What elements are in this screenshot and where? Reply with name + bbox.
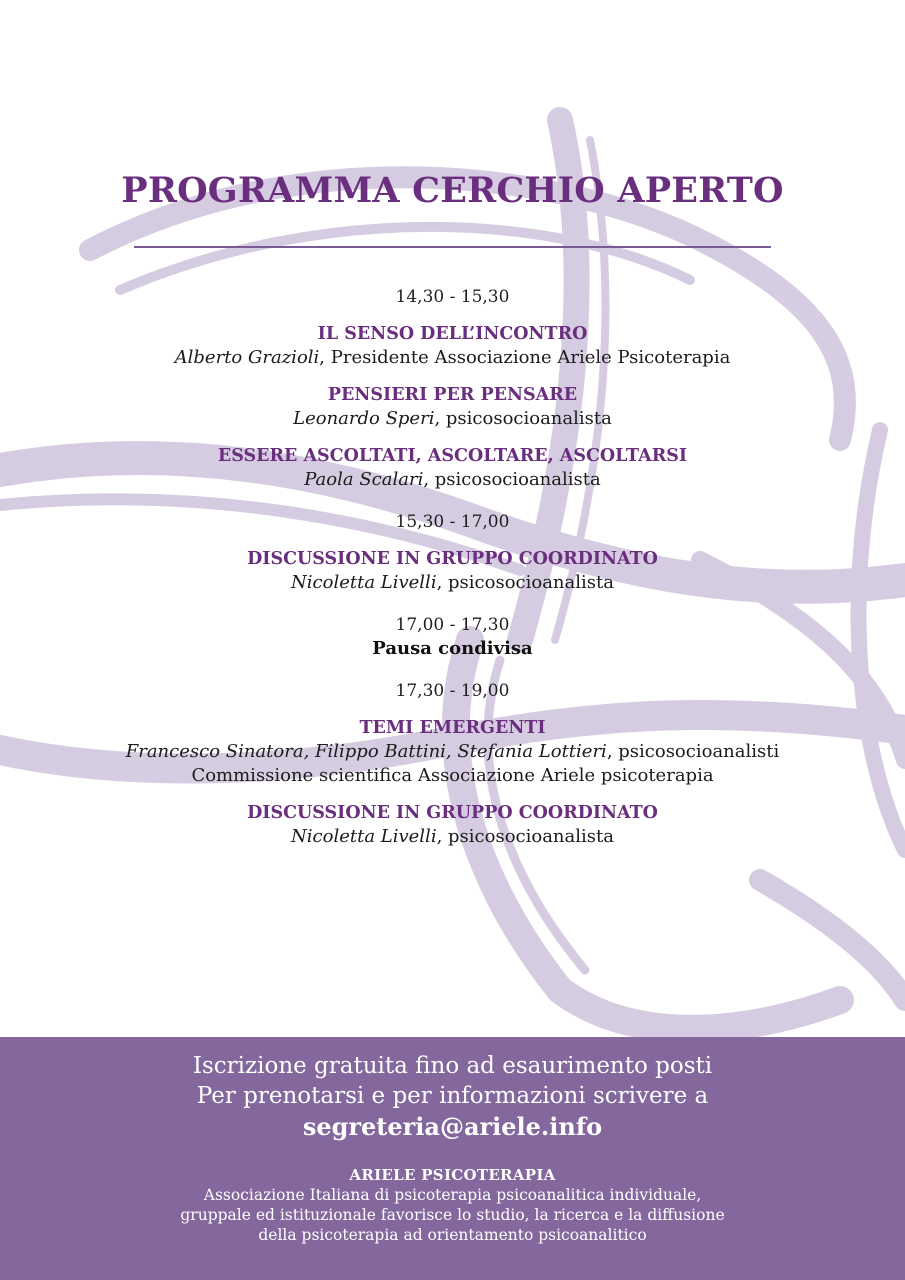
program-schedule <box>0 285 905 849</box>
contact-email-link[interactable]: segreteria@ariele.info <box>302 1112 603 1141</box>
speaker-role: , psicosocioanalista <box>436 572 614 593</box>
item-speaker-line <box>0 740 905 764</box>
registration-footer <box>0 1037 905 1280</box>
item-speaker-line <box>0 571 905 595</box>
time-slot: 14,30 - 15,30 <box>395 287 510 307</box>
organization-description-line: della psicoterapia ad orientamento psicoanalitico <box>258 1226 647 1244</box>
item-title: DISCUSSIONE IN GRUPPO COORDINATO <box>247 549 658 569</box>
item-speaker-line <box>0 825 905 849</box>
item-title: PENSIERI PER PENSARE <box>327 385 578 405</box>
program-item <box>0 384 905 431</box>
break-note: Pausa condivisa <box>372 638 533 659</box>
time-slot: 17,30 - 19,00 <box>395 681 510 701</box>
speaker-role: , psicosocioanalisti <box>606 741 780 762</box>
program-item <box>0 323 905 370</box>
item-speaker-line <box>0 346 905 370</box>
program-item <box>0 717 905 788</box>
title-divider <box>134 246 771 248</box>
item-title: ESSERE ASCOLTATI, ASCOLTARE, ASCOLTARSI <box>217 446 688 466</box>
item-speaker-line <box>0 468 905 492</box>
program-item <box>0 802 905 849</box>
speaker-role: , psicosocioanalista <box>436 826 614 847</box>
page-title: PROGRAMMA CERCHIO APERTO <box>121 170 784 211</box>
item-extra-line: Commissione scientifica Associazione Ariele psicoterapia <box>191 765 714 786</box>
registration-note: Iscrizione gratuita fino ad esaurimento posti <box>192 1053 713 1079</box>
organization-name: ARIELE PSICOTERAPIA <box>349 1166 556 1184</box>
contact-note: Per prenotarsi e per informazioni scrivere a <box>196 1083 709 1109</box>
speaker-role: , psicosocioanalista <box>434 408 612 429</box>
time-slot: 17,00 - 17,30 <box>395 615 510 635</box>
program-item <box>0 548 905 595</box>
item-title: TEMI EMERGENTI <box>359 718 546 738</box>
program-item <box>0 445 905 492</box>
speaker-name: Paola Scalari <box>304 469 424 490</box>
speaker-name: Nicoletta Livelli <box>291 572 437 593</box>
speaker-role: , psicosocioanalista <box>423 469 601 490</box>
time-slot: 15,30 - 17,00 <box>395 512 510 532</box>
item-title: DISCUSSIONE IN GRUPPO COORDINATO <box>247 803 658 823</box>
speaker-name: Leonardo Speri <box>293 408 435 429</box>
speaker-role: , Presidente Associazione Ariele Psicoterapia <box>319 347 731 368</box>
organization-description-line: Associazione Italiana di psicoterapia psicoanalitica individuale, <box>203 1186 702 1204</box>
speaker-name: Alberto Grazioli <box>174 347 320 368</box>
organization-description-line: gruppale ed istituzionale favorisce lo studio, la ricerca e la diffusione <box>180 1206 725 1224</box>
item-speaker-line <box>0 407 905 431</box>
speaker-name: Nicoletta Livelli <box>291 826 437 847</box>
speaker-name: Francesco Sinatora, Filippo Battini, Stefania Lottieri <box>125 741 607 762</box>
item-title: IL SENSO DELL’INCONTRO <box>317 324 588 344</box>
